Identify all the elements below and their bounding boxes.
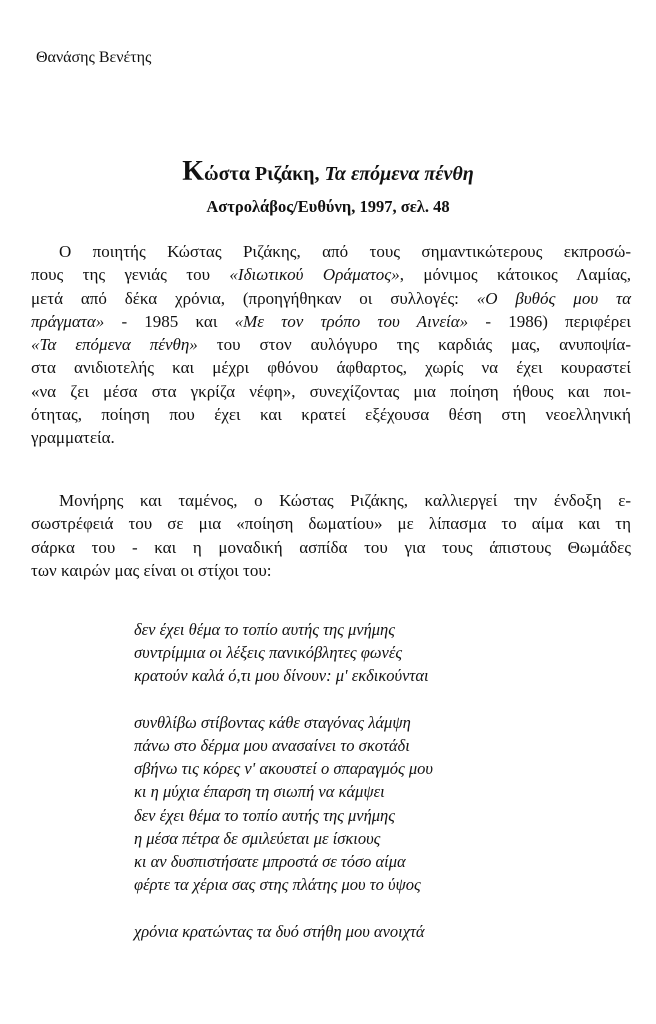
- poem-verse: η μέσα πέτρα δε σμιλεύεται με ίσκιους: [134, 828, 381, 848]
- poem-verse: συνθλίβω στίβοντας κάθε σταγόνας λάμψη: [134, 712, 411, 732]
- title-initial: Κ: [182, 156, 205, 187]
- text-line: γραμματεία.: [31, 428, 115, 448]
- poem-verse: χρόνια κρατώντας τα δυό στήθη μου ανοιχτά: [134, 921, 425, 941]
- text-line: [31, 333, 631, 356]
- poem-verse: δεν έχει θέμα το τοπίο αυτής της μνήμης: [134, 620, 395, 639]
- text-run: - 1985 και: [104, 311, 235, 331]
- text-run: μετά από δέκα χρόνια, (προηγήθηκαν οι συλλογές:: [31, 288, 477, 308]
- text-line: «να ζει μέσα στα γκρίζα νέφη», συνεχίζοντας μια ποίηση ήθους και ποι-: [31, 381, 631, 401]
- poem-verse: συντρίμμια οι λέξεις πανικόβλητες φωνές: [134, 643, 403, 663]
- stanza-break: [134, 688, 634, 711]
- text-line: ότητας, ποίηση που έχει και κρατεί εξέχουσα θέση στη νεοελληνική: [31, 405, 631, 425]
- text-run-italic: «Ο βυθός μου τα: [476, 288, 631, 308]
- text-line: [31, 263, 631, 286]
- text-line: Μονήρης και ταμένος, ο Κώστας Ριζάκης, καλλιεργεί την ένδοξη ε-: [59, 491, 631, 510]
- poem-verse: κρατούν καλά ό,τι μου δίνουν: μ' εκδικούνται: [134, 666, 429, 686]
- poem-verse: κι αν δυσπιστήσατε μπροστά σε τόσο αίμα: [134, 852, 406, 872]
- title-work: Τα επόμενα πένθη: [324, 163, 474, 185]
- paragraph-2: [31, 489, 631, 582]
- text-line: [31, 310, 631, 333]
- text-run-italic: «Ιδιωτικού Οράματος»: [229, 265, 400, 285]
- text-line: [31, 287, 631, 310]
- text-line: Ο ποιητής Κώστας Ριζάκης, από τους σημαντικώτερους εκπροσώ-: [59, 242, 631, 261]
- text-line: στα ανιδιοτελής και μέχρι φθόνου άφθαρτος, χωρίς να έχει κουραστεί: [31, 358, 631, 378]
- title-author: ώστα Ριζάκη,: [204, 163, 325, 185]
- poem-verse: πάνω στο δέρμα μου ανασαίνει το σκοτάδι: [134, 736, 410, 755]
- text-run: , μόνιμος κάτοικος Λαμίας,: [399, 265, 632, 285]
- paragraph-1: [31, 240, 631, 450]
- text-run-italic: «Τα επόμενα πένθη»: [31, 335, 198, 355]
- text-line: των καιρών μας είναι οι στίχοι του:: [31, 560, 272, 580]
- poem-verse: κι η μύχια έπαρση τη σιωπή να κάμψει: [134, 782, 385, 802]
- text-run-italic: «Με τον τρόπο του Αινεία»: [234, 311, 469, 331]
- text-run: πους της γενιάς του: [31, 265, 230, 285]
- running-head-author: Θανάσης Βενέτης: [36, 49, 152, 66]
- poem-verse: σβήνω τις κόρες ν' ακουστεί ο σπαραγμός μου: [134, 759, 433, 779]
- text-run: - 1986) περιφέρει: [468, 311, 632, 331]
- poem-verse: δεν έχει θέμα το τοπίο αυτής της μνήμης: [134, 805, 395, 825]
- poem-verse: φέρτε τα χέρια σας στης πλάτης μου το ύψος: [134, 875, 421, 895]
- text-run: του στον αυλόγυρο της καρδιάς μας, ανυποψία-: [197, 335, 631, 355]
- text-run-italic: πράγματα»: [31, 311, 105, 331]
- stanza-break: [134, 896, 634, 919]
- review-title: [0, 158, 656, 188]
- publication-info: Αστρολάβος/Ευθύνη, 1997, σελ. 48: [206, 197, 450, 216]
- poem-excerpt: [134, 618, 634, 943]
- text-line: σάρκα του - και η μοναδική ασπίδα του για τους άπιστους Θωμάδες: [31, 537, 631, 557]
- text-line: σωστρέφειά του σε μια «ποίηση δωματίου» με λίπασμα το αίμα και τη: [31, 514, 631, 534]
